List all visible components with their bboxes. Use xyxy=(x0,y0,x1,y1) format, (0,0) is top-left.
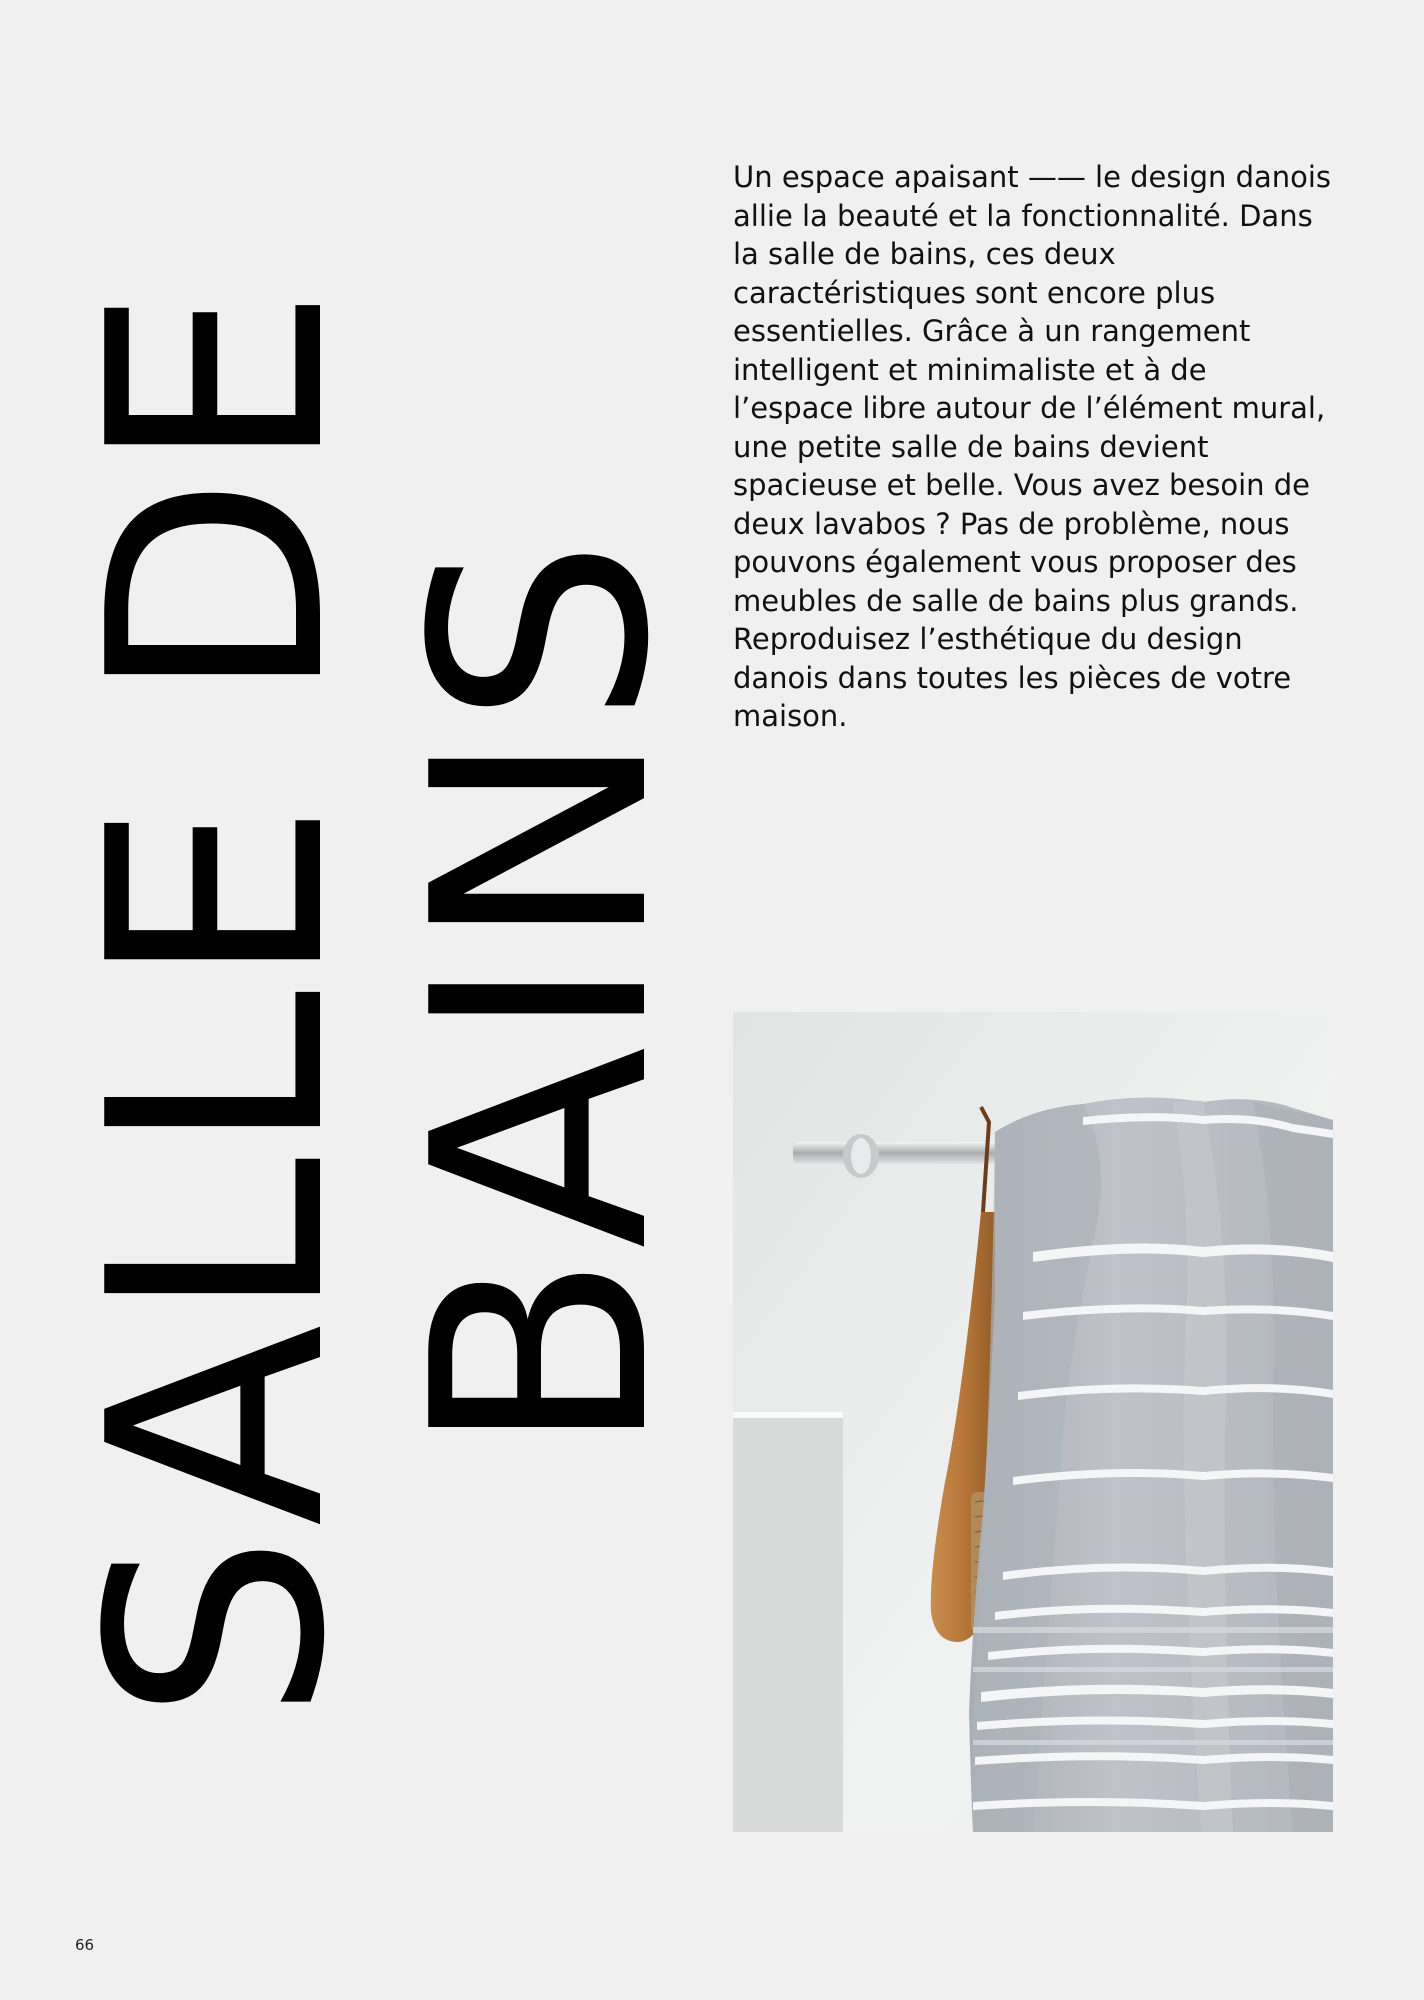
heading-line-salle-de: SALLE DE xyxy=(45,284,390,1722)
heading-line-bains: BAINS xyxy=(369,533,714,1456)
bathroom-towel-photo xyxy=(733,1012,1333,1832)
intro-paragraph: Un espace apaisant —— le design danois allie la beauté et la fonctionnalité. Dans la salle de bains, ces deux caractéristiques sont encore plus essentielles. Grâce à un rangement intelligent et minimaliste et à de l’espace libre autour de l’élément mural, une petite salle de bains devient spacieuse et belle. Vous avez besoin de deux lavabos ? Pas de problème, nous pouvons également vous proposer des meubles de salle de bains plus grands. Reproduisez l’esthétique du design danois dans toutes les pièces de votre maison. xyxy=(733,160,1332,733)
page-number: 66 xyxy=(75,1936,95,1954)
